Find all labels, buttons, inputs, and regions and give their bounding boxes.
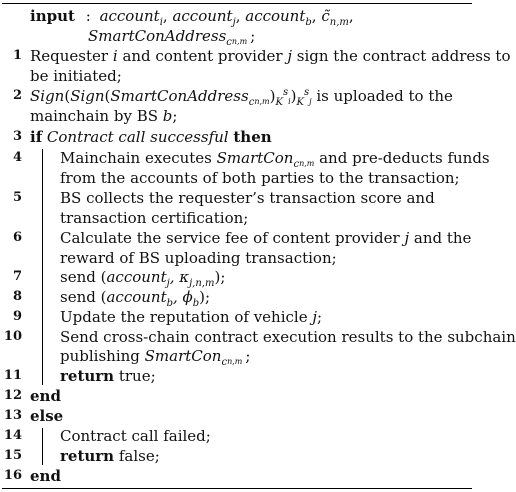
step-4-sc-nm: n,m (299, 159, 315, 168)
step-6-text-c: reward of BS uploading transaction; (60, 249, 337, 267)
then-keyword: then (233, 128, 272, 146)
else-keyword: else (30, 407, 64, 425)
step-4-text-a: Mainchain executes (60, 149, 217, 167)
line-number: 6 (12, 230, 22, 245)
line-number: 12 (3, 388, 22, 403)
if-keyword: if (30, 128, 43, 146)
input-end: ; (250, 27, 256, 45)
step-2-kj-sub: j (309, 97, 312, 106)
sign-outer: Sign (30, 87, 65, 105)
step-2-line-2 (30, 106, 177, 126)
step-8-phi: , ϕ (173, 288, 193, 306)
step-2-text-b: mainchain by BS (30, 107, 163, 125)
step-1-text-c: sign the contract address to (292, 47, 511, 65)
step-13-line (30, 406, 63, 426)
step-5-text-a: BS collects the requester’s transaction score and (60, 189, 435, 207)
step-7-send: send ( (60, 268, 107, 286)
step-16-line (30, 466, 61, 486)
step-5-text-b: transaction certification; (60, 209, 249, 227)
sep-2: , (235, 7, 241, 25)
step-10-sc: SmartCon (144, 347, 222, 365)
step-2-sca-nm: n,m (254, 97, 270, 106)
step-2-kj: K (296, 97, 304, 108)
account-j-sub: j (232, 17, 236, 28)
step-9-end: ; (317, 308, 323, 326)
input-keyword: input (30, 7, 75, 25)
step-11-line (60, 366, 156, 386)
step-1-text-d: be initiated; (30, 67, 122, 85)
input-line-2 (88, 26, 255, 46)
if-condition: Contract call successful (42, 128, 234, 146)
top-rule (2, 3, 472, 4)
step-10-line-1 (60, 327, 516, 347)
step-4-text-c: from the accounts of both parties to the transaction; (60, 169, 460, 187)
line-number: 3 (12, 129, 22, 144)
step-10-line-2 (60, 346, 250, 366)
return-keyword-false: return (60, 447, 115, 465)
step-10-text-a: Send cross-chain contract execution results to the subchain (60, 328, 516, 346)
c-tilde: c̃ (321, 7, 330, 25)
step-10-sc-nm: n,m (227, 357, 243, 366)
step-7-account: account (106, 268, 167, 286)
step-8-account: account (106, 288, 167, 306)
account-j: account (172, 7, 233, 25)
step-1-i: i (112, 47, 118, 65)
step-15-line (60, 446, 160, 466)
line-number: 1 (12, 48, 22, 63)
sep-1: , (162, 7, 168, 25)
step-8-end: ); (199, 288, 211, 306)
step-6-line-2 (60, 248, 337, 268)
end-keyword-if: end (30, 387, 61, 405)
step-9-j: j (312, 308, 318, 326)
step-10-sc-c: c (221, 357, 228, 368)
line-number: 15 (3, 448, 22, 463)
return-keyword-true: return (60, 367, 115, 385)
step-8-send: send ( (60, 288, 107, 306)
step-6-text-a: Calculate the service fee of content provider (60, 229, 405, 247)
line-number: 14 (3, 428, 22, 443)
step-2-ki: K (275, 97, 283, 108)
step-10-end: ; (245, 347, 251, 365)
step-8-phi-b: b (192, 298, 200, 309)
step-2-sca: SmartConAddress (110, 87, 249, 105)
account-b-sub: b (305, 17, 312, 28)
step-8-account-b: b (166, 298, 173, 309)
c-tilde-sub: n,m (329, 17, 349, 28)
line-number: 2 (12, 88, 22, 103)
paren-2: ( (104, 87, 111, 105)
step-2-rest: is uploaded to the (311, 87, 453, 105)
account-i-sub: i (159, 17, 163, 28)
line-number: 13 (3, 408, 22, 423)
line-number: 4 (12, 150, 22, 165)
else-block-bar (42, 428, 43, 465)
step-12-line (30, 386, 61, 406)
step-7-kappa: , κ (169, 268, 190, 286)
step-6-j: j (404, 229, 410, 247)
step-7-end: ); (214, 268, 226, 286)
line-number: 5 (12, 190, 22, 205)
step-2-b: b (162, 107, 173, 125)
step-2-line-1: $Sign(Sign(SmartConAddress_{cn,m})_K^s_i)_K^s_j$ is uploaded to the (30, 87, 453, 108)
line-number: 8 (12, 289, 22, 304)
step-1-text-b: and content provider (117, 47, 288, 65)
account-i: account (99, 7, 160, 25)
step-2-sca-c: c (248, 97, 255, 108)
input-colon: : (85, 7, 91, 25)
step-3-line (30, 127, 272, 147)
paren-1: ( (64, 87, 71, 105)
step-7-account-j: j (166, 278, 170, 289)
sca-sub-nm: n,m (231, 37, 248, 46)
line-number: 16 (3, 468, 22, 483)
step-2-end: ; (172, 107, 178, 125)
return-false-value: false; (114, 447, 160, 465)
bottom-rule (2, 488, 472, 489)
return-true-value: true; (114, 367, 156, 385)
step-7-kappa-sub: j,n,m (189, 278, 215, 289)
step-1-line-1 (30, 46, 511, 66)
step-6-line-1 (60, 228, 471, 248)
line-number: 9 (12, 309, 22, 324)
sep-3: , (311, 7, 317, 25)
end-keyword-else: end (30, 467, 61, 485)
step-2-kj-sup: s (303, 87, 310, 98)
step-10-text-b: publishing (60, 347, 145, 365)
step-9-text-a: Update the reputation of vehicle (60, 308, 313, 326)
step-14-text: Contract call failed; (60, 427, 211, 445)
step-4-line-1 (60, 148, 490, 168)
step-6-text-b: and the (409, 229, 472, 247)
sep-4: , (348, 7, 354, 25)
step-1-j: j (287, 47, 293, 65)
step-14-line (60, 426, 211, 446)
step-5-line-2 (60, 208, 248, 228)
step-8-line (60, 287, 210, 307)
line-number: 7 (12, 269, 22, 284)
step-2-ki-sub: i (288, 97, 291, 106)
step-4-sc: SmartCon (216, 149, 294, 167)
step-9-line (60, 307, 322, 327)
step-2-ki-sup: s (282, 87, 289, 98)
input-line-1 (30, 6, 354, 26)
step-7-line (60, 267, 225, 287)
step-1-line-2 (30, 66, 122, 86)
smart-con-address: SmartConAddress (88, 27, 227, 45)
step-4-text-b: and pre-deducts funds (314, 149, 490, 167)
if-block-bar (42, 149, 43, 385)
line-number: 10 (3, 329, 22, 344)
sca-sub-c: c (226, 37, 232, 48)
sign-inner: Sign (70, 87, 105, 105)
step-4-sc-c: c (293, 159, 300, 170)
step-5-line-1 (60, 188, 435, 208)
step-4-line-2 (60, 168, 460, 188)
account-b: account (245, 7, 306, 25)
step-1-text-a: Requester (30, 47, 113, 65)
line-number: 11 (3, 368, 22, 383)
